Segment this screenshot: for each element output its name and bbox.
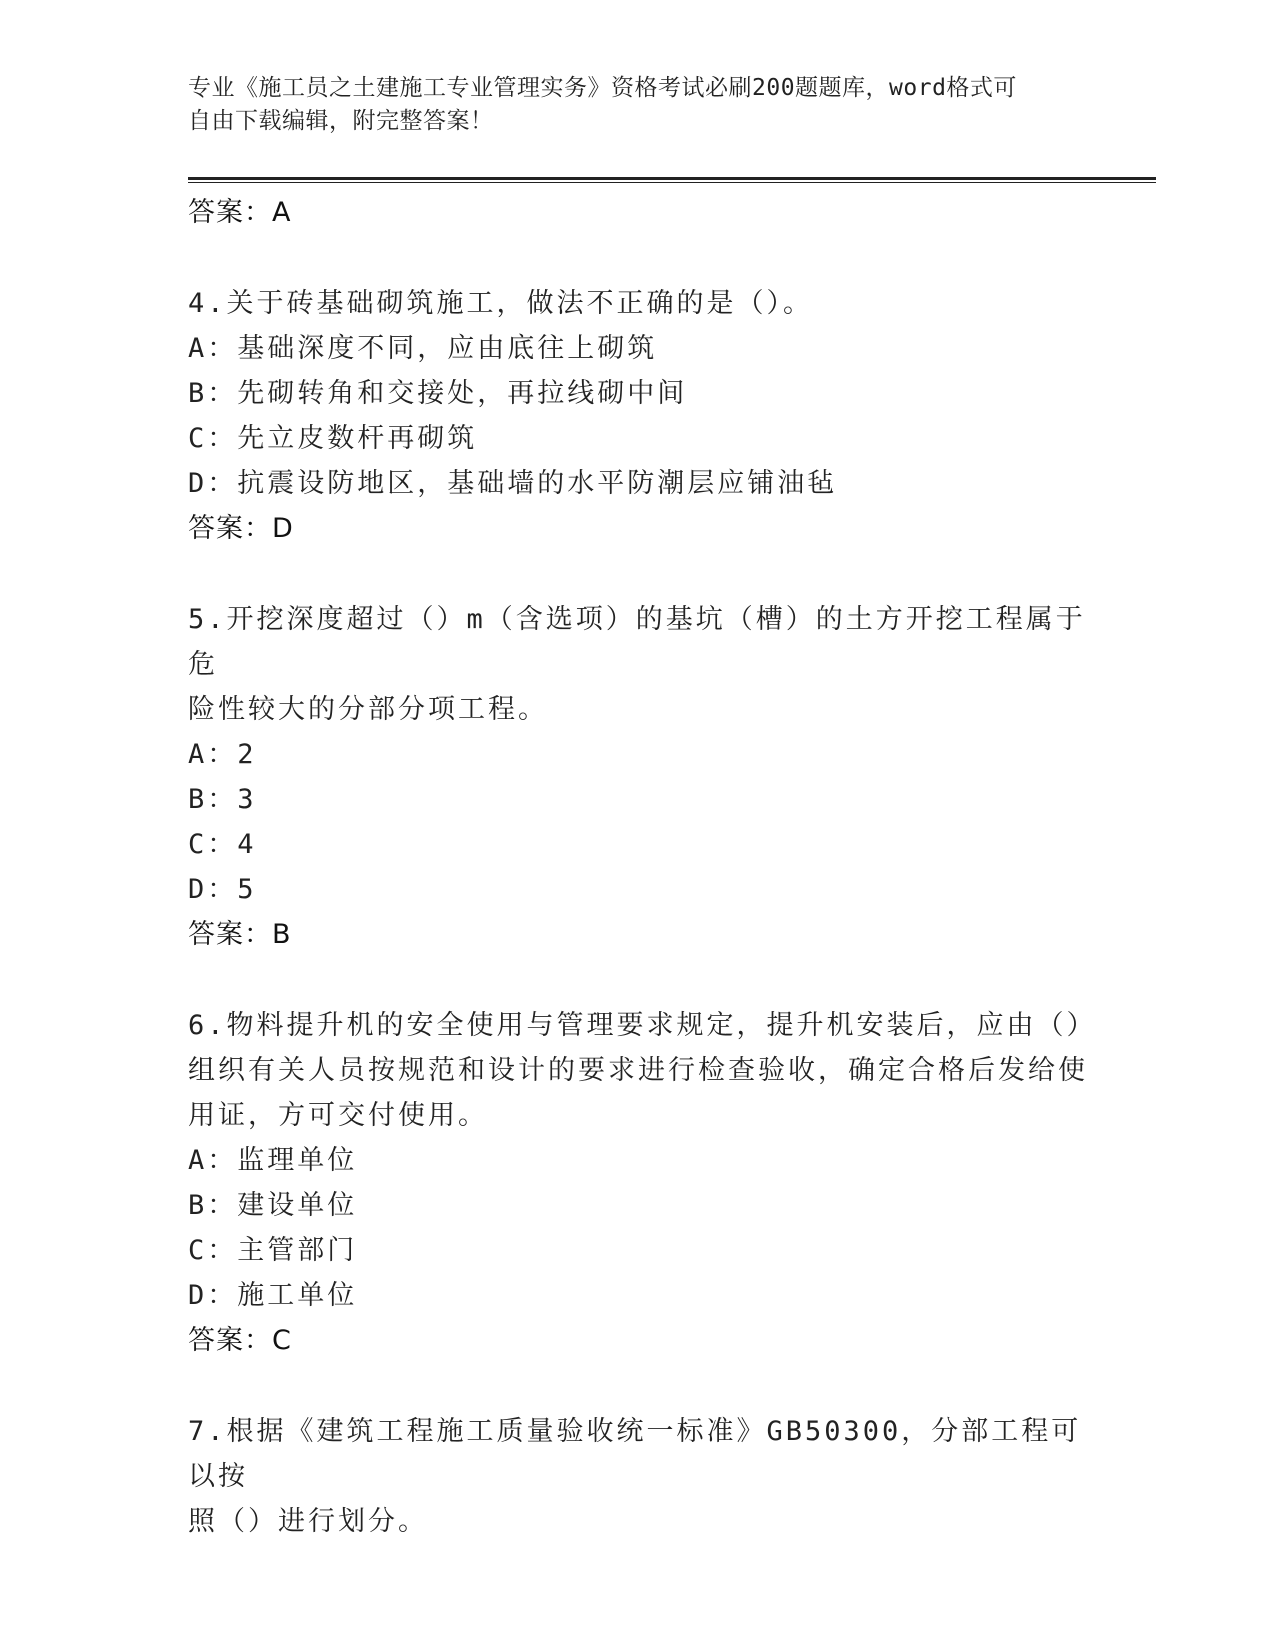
answer-line: 答案：D [188,513,294,544]
header-line-2: 自由下载编辑，附完整答案！ [188,108,494,134]
answer-line: 答案：C [188,1325,292,1356]
question-block [188,281,1088,551]
question-text: 照（）进行划分。 [188,1506,428,1537]
header-line-1: 专业《施工员之土建施工专业管理实务》资格考试必刷200题题库，word格式可 [188,75,1017,101]
option-a: A：基础深度不同，应由底往上砌筑 [188,333,658,364]
question-text: 用证，方可交付使用。 [188,1100,488,1131]
question-block [188,1003,1097,1363]
option-c: C：4 [188,829,257,860]
question-text: 5.开挖深度超过（）m（含选项）的基坑（槽）的土方开挖工程属于危 [188,604,1086,680]
header-rule-thin [188,182,1156,183]
question-text: 险性较大的分部分项工程。 [188,694,548,725]
option-d: D：5 [188,874,257,905]
question-block [188,1409,1088,1544]
question-text: 4.关于砖基础砌筑施工，做法不正确的是（）。 [188,288,814,319]
question-text: 6.物料提升机的安全使用与管理要求规定，提升机安装后，应由（） [188,1010,1097,1041]
answer-line: 答案：B [188,919,292,950]
option-d: D：抗震设防地区，基础墙的水平防潮层应铺油毡 [188,468,838,499]
question-text: 7.根据《建筑工程施工质量验收统一标准》GB50300，分部工程可以按 [188,1416,1082,1492]
header-rule-thick [188,177,1156,180]
option-a: A：2 [188,739,257,770]
option-c: C：主管部门 [188,1235,358,1266]
document-header [188,72,1068,138]
option-c: C：先立皮数杆再砌筑 [188,423,478,454]
option-b: B：3 [188,784,257,815]
option-b: B：先砌转角和交接处，再拉线砌中间 [188,378,688,409]
option-d: D：施工单位 [188,1280,358,1311]
question-text: 组织有关人员按规范和设计的要求进行检查验收，确定合格后发给使 [188,1055,1088,1086]
question-block [188,597,1088,957]
option-b: B：建设单位 [188,1190,358,1221]
answer-line: 答案：A [188,197,292,228]
option-a: A：监理单位 [188,1145,358,1176]
question-list [188,190,1097,1544]
